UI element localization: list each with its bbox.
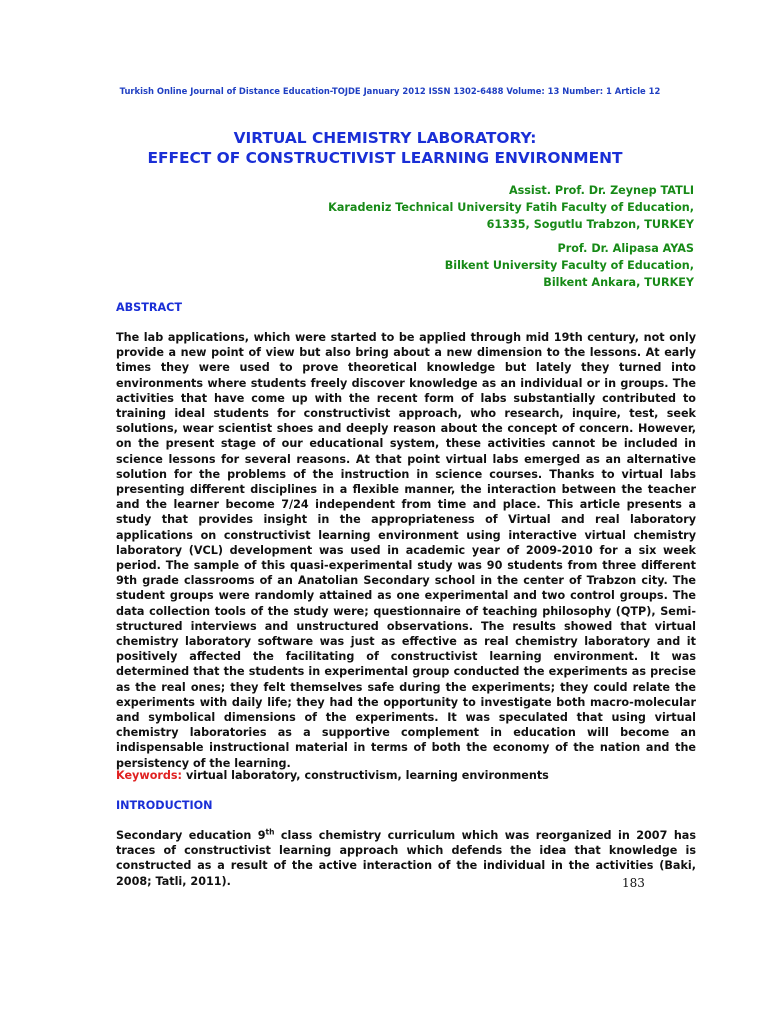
intro-text-start: Secondary education 9 xyxy=(116,829,266,842)
author-affiliation: Bilkent University Faculty of Education, xyxy=(444,259,694,272)
intro-superscript: th xyxy=(265,827,275,837)
author-name: Prof. Dr. Alipasa AYAS xyxy=(557,242,694,255)
introduction-heading: INTRODUCTION xyxy=(116,799,213,812)
keywords-label: Keywords: xyxy=(116,769,183,782)
abstract-heading: ABSTRACT xyxy=(116,301,182,314)
introduction-text xyxy=(116,828,696,889)
running-head: Turkish Online Journal of Distance Education-TOJDE January 2012 ISSN 1302-6488 Volume: 13 Number: 1 Article 12 xyxy=(119,86,661,96)
keywords-line xyxy=(116,769,696,782)
page-number: 183 xyxy=(622,876,645,890)
title-line-1: VIRTUAL CHEMISTRY LABORATORY: xyxy=(233,129,537,147)
author-address: Bilkent Ankara, TURKEY xyxy=(543,276,694,289)
author-affiliation: Karadeniz Technical University Fatih Faculty of Education, xyxy=(328,201,694,214)
author-block-1 xyxy=(274,182,694,233)
title-line-2: EFFECT OF CONSTRUCTIVIST LEARNING ENVIRONMENT xyxy=(147,149,623,167)
intro-text-rest: class chemistry curriculum which was reorganized in 2007 has traces of constructivist learning approach which defends the idea that knowledge is constructed as a result of the active interaction of the individual in the activities (Baki, 2008; Tatli, 2011). xyxy=(116,829,696,888)
keywords-text: virtual laboratory, constructivism, learning environments xyxy=(182,769,549,782)
paper-title xyxy=(80,128,690,168)
author-block-2 xyxy=(274,240,694,291)
abstract-text: The lab applications, which were started to be applied through mid 19th century, not only provide a new point of view but also bring about a new dimension to the lessons. At early times they were used to prove theoretical knowledge but lately they turned into environments where students freely discover knowledge as an individual or in groups. The activities that have come up with the recent form of labs substantially contributed to training ideal students for constructivist approach, who research, inquire, test, seek solutions, wear scientist shoes and deeply reason about the concept of concern. However, on the present stage of our educational system, these activities cannot be included in science lessons for several reasons. At that point virtual labs emerged as an alternative solution for the problems of the instruction in science courses. Thanks to virtual labs presenting different disciplines in a flexible manner, the interaction between the teacher and the learner become 7/24 independent from time and place. This article presents a study that provides insight in the appropriateness of Virtual and real laboratory applications on constructivist learning environment using interactive virtual chemistry laboratory (VCL) development was used in academic year of 2009-2010 for a six week period. The sample of this quasi-experimental study was 90 students from three different 9th grade classrooms of an Anatolian Secondary school in the center of Trabzon city. The student groups were randomly attained as one experimental and two control groups. The data collection tools of the study were; questionnaire of teaching philosophy (QTP), Semi-structured interviews and unstructured observations. The results showed that virtual chemistry laboratory software was just as effective as real chemistry laboratory and it positively affected the facilitating of constructivist learning environment. It was determined that the students in experimental group conducted the experiments as precise as the real ones; they felt themselves safe during the experiments; they could relate the experiments with daily life; they had the opportunity to investigate both macro-molecular and symbolical dimensions of the experiments. It was speculated that using virtual chemistry laboratories as a supportive complement in education will become an indispensable instructional material in terms of both the economy of the nation and the persistency of the learning. xyxy=(116,331,696,770)
author-address: 61335, Sogutlu Trabzon, TURKEY xyxy=(486,218,694,231)
author-name: Assist. Prof. Dr. Zeynep TATLI xyxy=(508,184,694,197)
